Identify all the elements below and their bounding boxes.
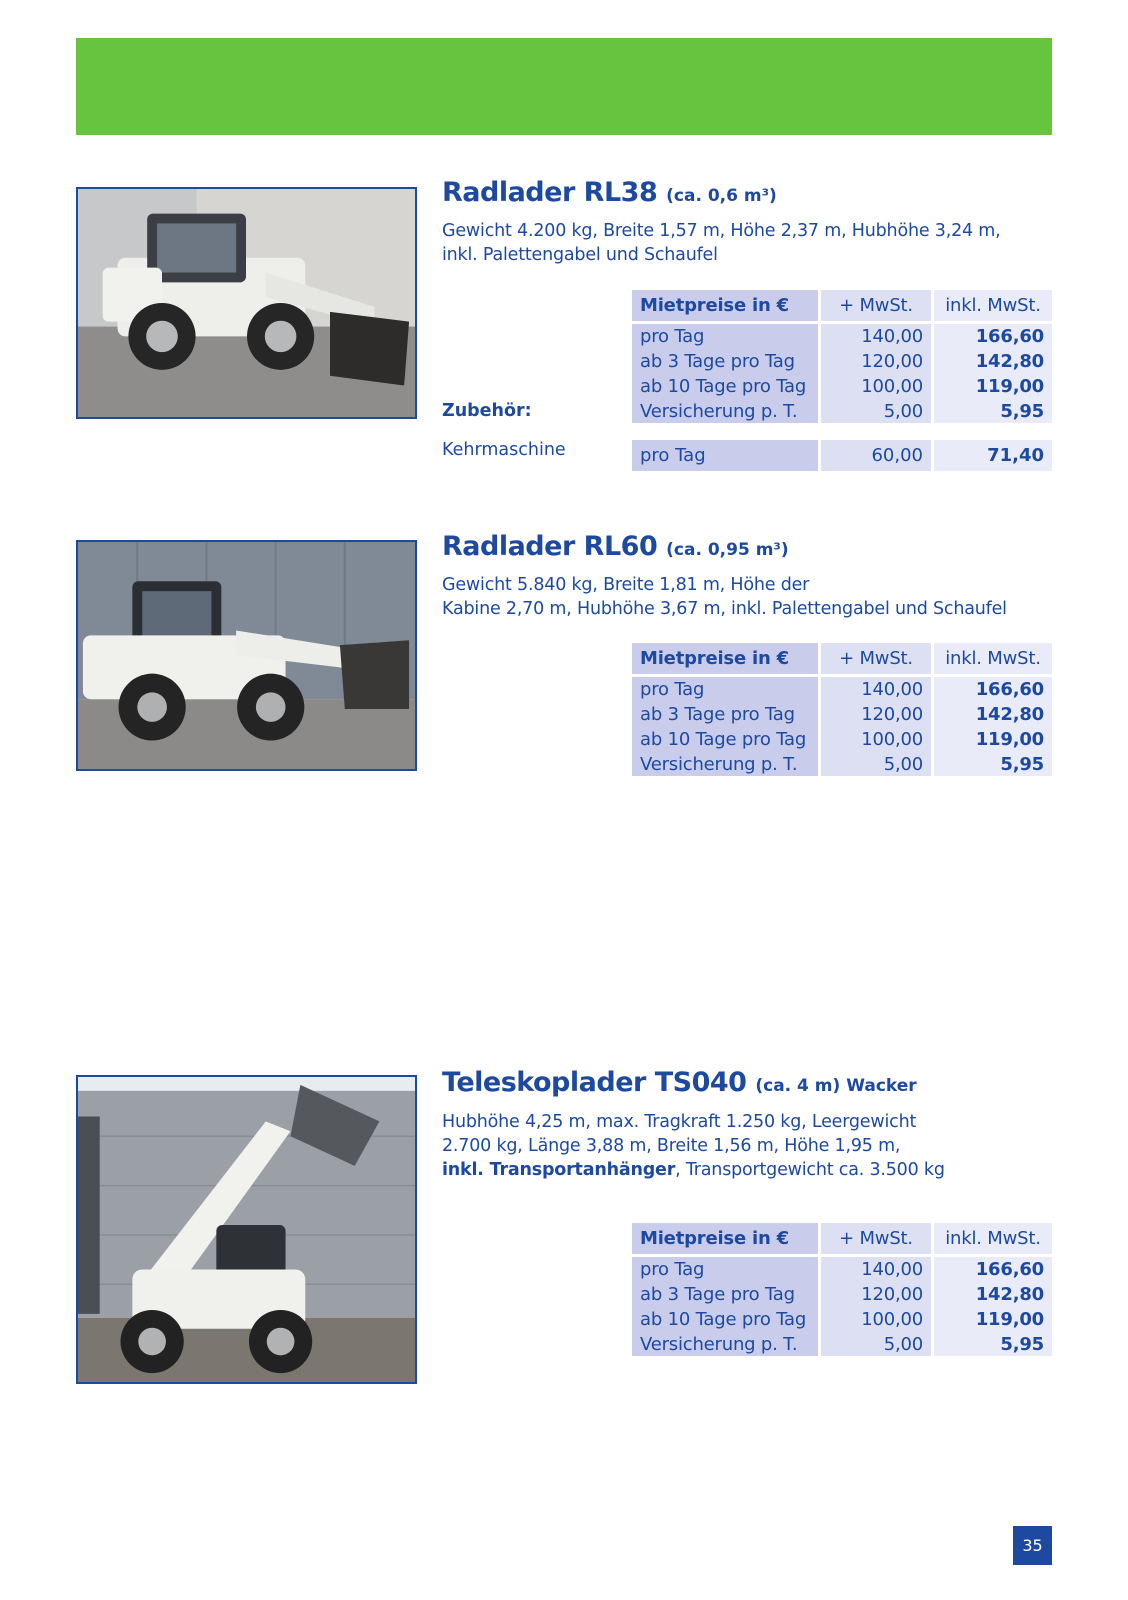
price-table-rl60: Mietpreise in € + MwSt. inkl. MwSt. pro Tag 140,00 166,60 ab 3 Tage pro Tag 120,00 142,80 ab 10 Tage pro Tag 100,00 119,00 Versicherung p. T. 5,00 5,95 (632, 643, 1052, 776)
price-table-ts040: Mietpreise in € + MwSt. inkl. MwSt. pro Tag 140,00 166,60 ab 3 Tage pro Tag 120,00 142,80 ab 10 Tage pro Tag 100,00 119,00 Versicherung p. T. 5,00 5,95 (632, 1223, 1052, 1356)
page-number: 35 (1013, 1526, 1052, 1565)
wheel-loader-rl60-photo (76, 540, 417, 771)
wheel-loader-rl38-photo (76, 187, 417, 419)
accessory-heading: Zubehör: (442, 401, 532, 421)
product-title-ts040: Teleskoplader TS040 (ca. 4 m) Wacker (442, 1067, 917, 1098)
product-description-rl60: Gewicht 5.840 kg, Breite 1,81 m, Höhe der Kabine 2,70 m, Hubhöhe 3,67 m, inkl. Palettengabel und Schaufel (442, 575, 1007, 619)
accessory-name: Kehrmaschine (442, 440, 566, 460)
price-table-rl38: Mietpreise in € + MwSt. inkl. MwSt. pro Tag 140,00 166,60 ab 3 Tage pro Tag 120,00 142,80 ab 10 Tage pro Tag 100,00 119,00 Versicherung p. T. 5,00 5,95 (632, 290, 1052, 423)
product-description-ts040: Hubhöhe 4,25 m, max. Tragkraft 1.250 kg, Leergewicht 2.700 kg, Länge 3,88 m, Breite 1,56 m, Höhe 1,95 m, inkl. Transportanhänger, Transportgewicht ca. 3.500 kg (442, 1112, 945, 1180)
product-title-rl60: Radlader RL60 (ca. 0,95 m³) (442, 531, 789, 562)
product-description-rl38: Gewicht 4.200 kg, Breite 1,57 m, Höhe 2,37 m, Hubhöhe 3,24 m, inkl. Palettengabel und Schaufel (442, 221, 1001, 265)
telehandler-ts040-photo (76, 1075, 417, 1384)
accessory-price-row: pro Tag 60,00 71,40 (632, 440, 1052, 471)
header-bar (76, 38, 1052, 135)
product-title-rl38: Radlader RL38 (ca. 0,6 m³) (442, 177, 777, 208)
